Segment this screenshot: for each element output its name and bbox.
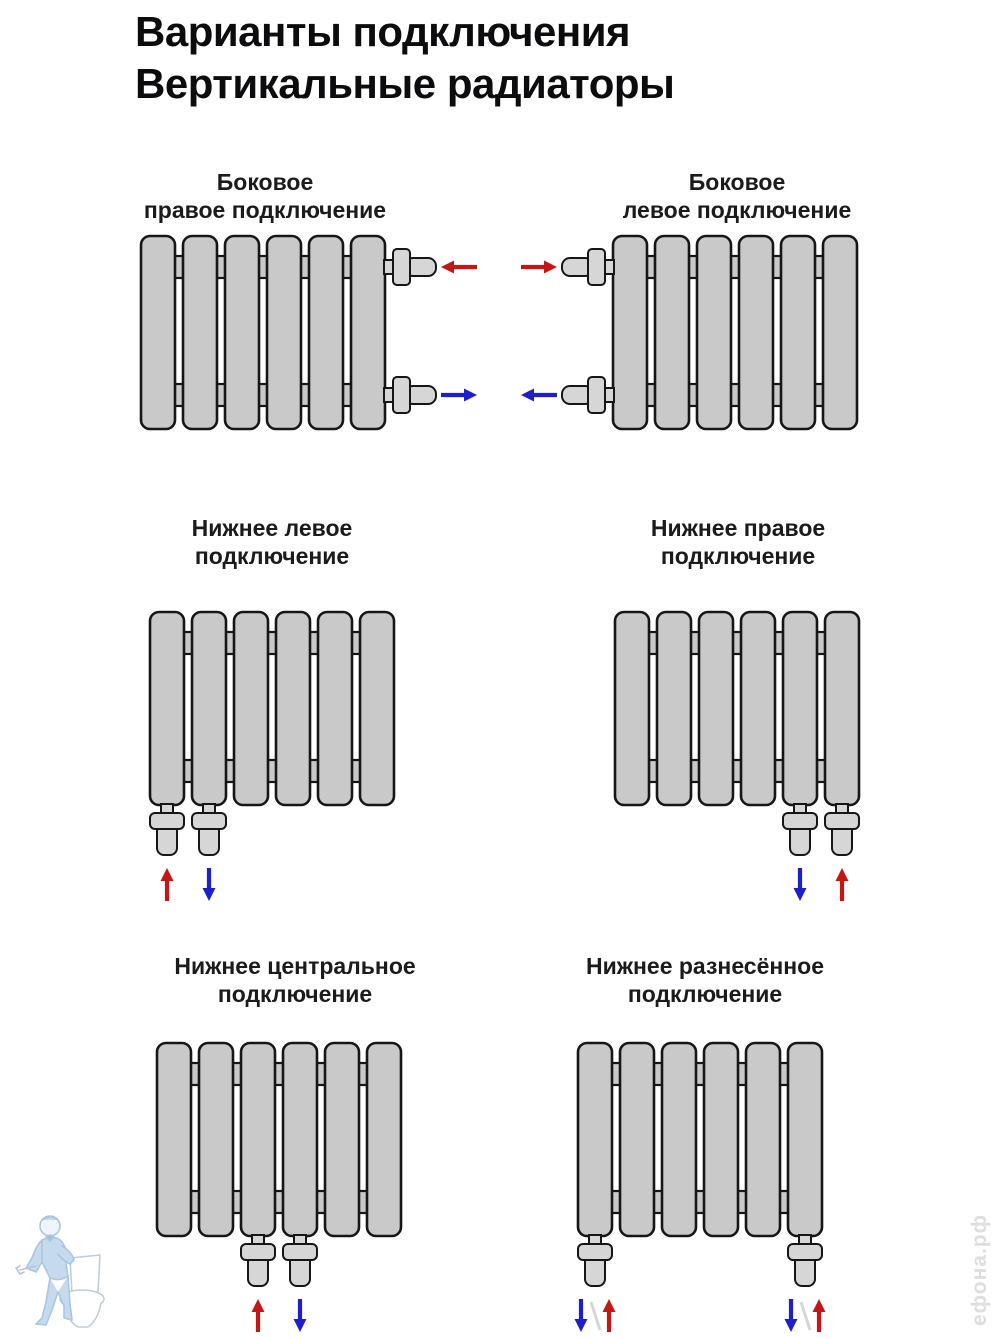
label-bottom-center: Нижнее центральное подключение [174, 953, 416, 1007]
radiator-diagram-bottom-right-connection [605, 607, 875, 907]
label-side-left: Боковое левое подключение [622, 169, 852, 223]
page-title-line1: Варианты подключения [135, 8, 631, 55]
radiator-diagram-side-right-connection [136, 231, 486, 441]
label-bottom-left: Нижнее левое подключение [191, 515, 353, 569]
plumber-watermark-logo [12, 1206, 117, 1333]
label-bottom-right: Нижнее правое подключение [650, 515, 826, 569]
label-bottom-spread: Нижнее разнесённое подключение [585, 953, 825, 1007]
page-title [135, 6, 674, 110]
page-title-line2: Вертикальные радиаторы [135, 60, 675, 107]
radiator-diagram-bottom-spread-connection [568, 1038, 838, 1338]
site-watermark-text: ефона.рф [968, 1213, 991, 1326]
radiator-diagram-side-left-connection [512, 231, 862, 441]
label-side-right: Боковое правое подключение [143, 169, 387, 223]
radiator-diagram-bottom-center-connection [147, 1038, 417, 1338]
radiator-diagram-bottom-left-connection [140, 607, 410, 907]
